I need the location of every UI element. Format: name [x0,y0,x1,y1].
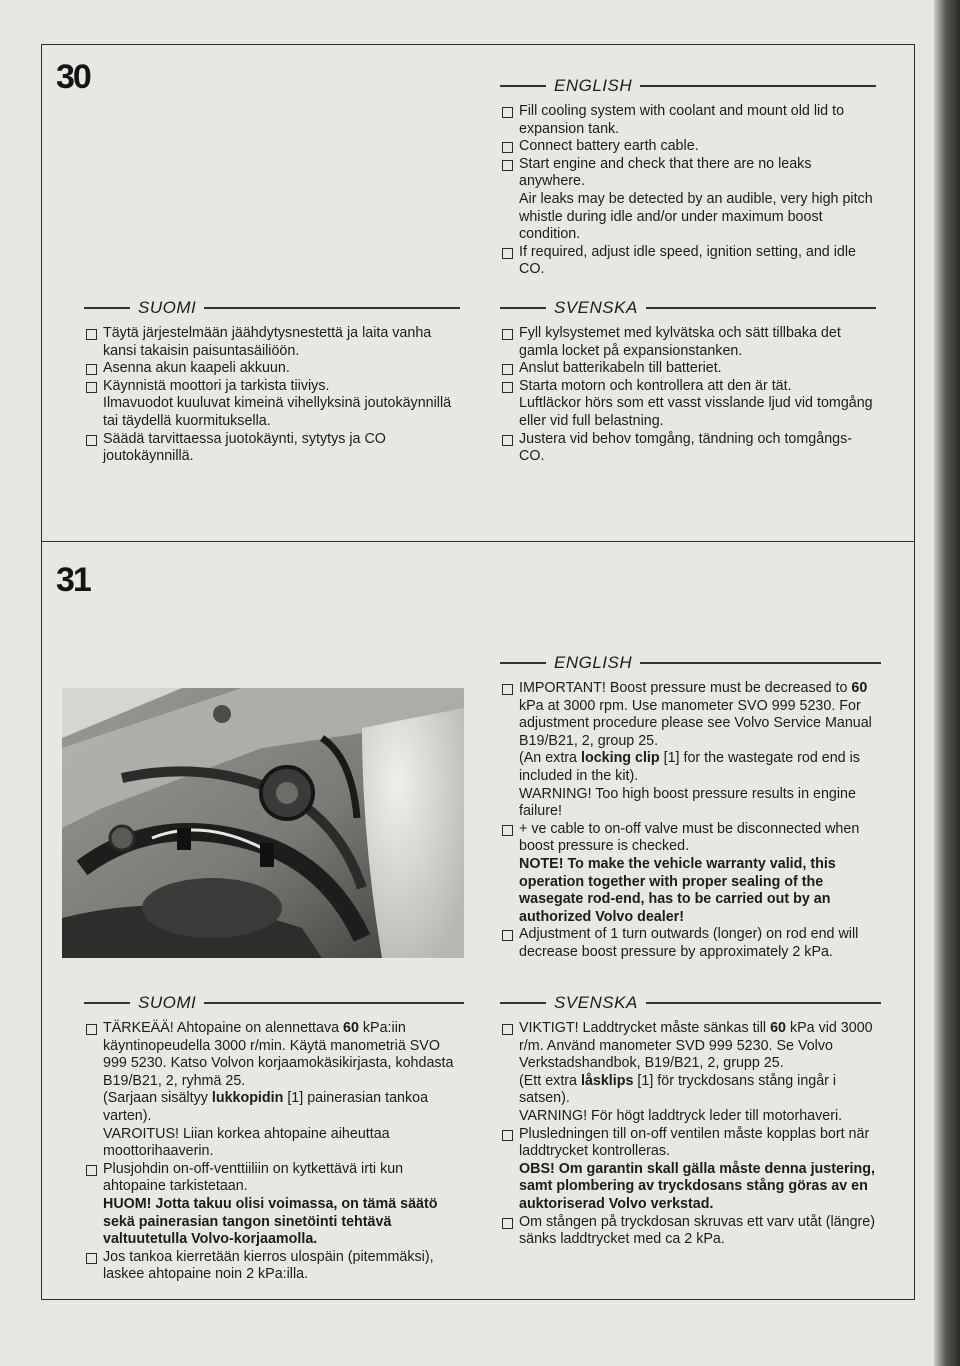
heading-rule [204,1002,464,1003]
instruction-item: Om stången på tryckdosan skruvas ett varv utåt (längre) sänks laddtrycket med ca 2 kPa. [500,1214,881,1249]
step-30-svenska [500,297,876,466]
heading-rule [204,307,460,308]
instruction-item [84,1161,464,1249]
heading-rule [84,1002,130,1003]
heading-rule [640,85,876,86]
item-text: Plusjohdin on-off-venttiiliin on kytkettävä irti kun ahtopaine tarkistetaan. [103,1160,404,1195]
instruction-item: Anslut batterikabeln till batteriet. [500,360,876,378]
part-name: lukkopidin [211,1090,284,1107]
engine-bay-photo [62,688,464,958]
item-text: kPa at 3000 rpm. Use manometer SVO 999 5230. For adjustment procedure please see Volvo Service Manual B19/B21, 2, group 25. [519,697,872,749]
pressure-value: 60 [343,1020,359,1036]
heading-rule [500,1002,546,1003]
item-text: + ve cable to on-off valve must be disconnected when boost pressure is checked. [519,820,860,855]
instruction-item: Jos tankoa kierretään kierros ulospäin (pitemmäksi), laskee ahtopaine noin 2 kPa:illa. [84,1249,464,1284]
instruction-item [84,1020,464,1161]
item-text: VIKTIGT! Laddtrycket måste sänkas till [519,1020,771,1036]
heading-label: ENGLISH [554,653,633,672]
instruction-item: Fyll kylsystemet med kylvätska och sätt tillbaka det gamla locket på expansionstanken. [500,325,876,360]
heading-label: SVENSKA [554,993,638,1012]
instruction-item [500,680,881,821]
heading-label: SVENSKA [554,298,638,317]
section-heading [500,297,876,319]
item-note: (An extra locking clip [1] for the wastegate rod end is included in the kit). [519,750,860,784]
instruction-item [500,1126,881,1214]
step-31-english [500,652,881,962]
heading-rule [640,662,881,663]
step-30-number: 30 [56,58,90,96]
heading-rule [500,307,546,308]
instruction-item: Käynnistä moottori ja tarkista tiiviys. [84,378,460,396]
heading-label: SUOMI [138,298,197,317]
heading-rule [500,662,546,663]
section-heading [500,992,881,1014]
item-note: (Ett extra låsklips [1] för tryckdosans stång ingår i satsen). [519,1072,837,1107]
section-heading [500,652,881,674]
pressure-value: 60 [851,680,868,696]
instruction-note: Ilmavuodot kuuluvat kimeinä vihellyksinä joutokäynnillä tai täydellä kuormituksella. [103,395,452,429]
instruction-item: Adjustment of 1 turn outwards (longer) on rod end will decrease boost pressure by approximately 2 kPa. [500,926,881,961]
step-31-number: 31 [56,561,90,599]
section-heading [84,297,460,319]
instruction-item: Fill cooling system with coolant and mount old lid to expansion tank. [500,103,876,138]
item-text: IMPORTANT! Boost pressure must be decreased to [519,680,852,696]
heading-rule [500,85,546,86]
heading-rule [646,307,876,308]
heading-rule [84,307,130,308]
step-30-suomi [84,297,460,466]
item-text: Plusledningen till on-off ventilen måste kopplas bort när laddtrycket kontrolleras. [519,1125,870,1160]
step-31-svenska [500,992,881,1249]
heading-label: SUOMI [138,993,197,1012]
warning-text: VARNING! För högt laddtryck leder till motorhaveri. [519,1107,843,1124]
instruction-item: If required, adjust idle speed, ignition setting, and idle CO. [500,244,876,279]
step-30-english [500,75,876,279]
section-heading [500,75,876,97]
instruction-item: Täytä järjestelmään jäähdytysnestettä ja laita vanha kansi takaisin paisuntasäiliöön. [84,325,460,360]
pressure-value: 60 [770,1020,786,1036]
instruction-item [500,1020,881,1126]
warranty-note: OBS! Om garantin skall gälla måste denna justering, samt plombering av tryckdosans stång göras av en auktoriserad Volvo verkstad. [519,1160,875,1212]
instruction-item [500,821,881,927]
warning-text: VAROITUS! Liian korkea ahtopaine aiheuttaa moottorihaaverin. [103,1125,390,1160]
instruction-item: Säädä tarvittaessa juotokäynti, sytytys ja CO joutokäynnillä. [84,431,460,466]
warning-text: WARNING! Too high boost pressure results in engine failure! [519,785,856,820]
step-31-suomi [84,992,464,1284]
instruction-item: Starta motorn och kontrollera att den är tät. [500,378,876,396]
section-heading [84,992,464,1014]
warranty-note: HUOM! Jotta takuu olisi voimassa, on tämä säätö sekä painerasian tangon sinetöinti tehtävä valtuutetulla Volvo-korjaamolla. [103,1195,438,1248]
step-divider [41,541,915,542]
item-text: kPa vid 3000 r/m. Använd manometer SVD 999 5230. Se Volvo Verkstadshandbok, B19/B21, 2, grupp 25. [519,1020,873,1072]
heading-rule [646,1002,881,1003]
part-name: låsklips [580,1072,634,1089]
warranty-note: NOTE! To make the vehicle warranty valid, this operation together with proper sealing of the wasegate rod-end, has to be carried out by an authorized Volvo dealer! [519,855,836,925]
heading-label: ENGLISH [554,76,633,95]
page-edge-shadow [934,0,960,1366]
instruction-item: Asenna akun kaapeli akkuun. [84,360,460,378]
item-note: (Sarjaan sisältyy lukkopidin [1] painerasian tankoa varten). [103,1090,429,1124]
item-text: kPa:iin käyntinopeudella 3000 r/min. Käytä manometriä SVO 999 5230. Katso Volvon korjaamokäsikirjasta, kohdasta B19/B21, 2, ryhmä 25. [103,1020,454,1089]
instruction-note: Air leaks may be detected by an audible, very high pitch whistle during idle and/or under maximum boost condition. [519,190,873,243]
part-name: locking clip [580,750,660,767]
item-text: TÄRKEÄÄ! Ahtopaine on alennettava [103,1020,344,1036]
instruction-item: Justera vid behov tomgång, tändning och tomgångs-CO. [500,431,876,466]
engine-bay-illustration [62,688,464,958]
instruction-item: Start engine and check that there are no leaks anywhere. [500,156,876,191]
instruction-note: Luftläckor hörs som ett vasst visslande ljud vid tomgång eller vid full belastning. [519,395,873,429]
instruction-item: Connect battery earth cable. [500,138,876,156]
